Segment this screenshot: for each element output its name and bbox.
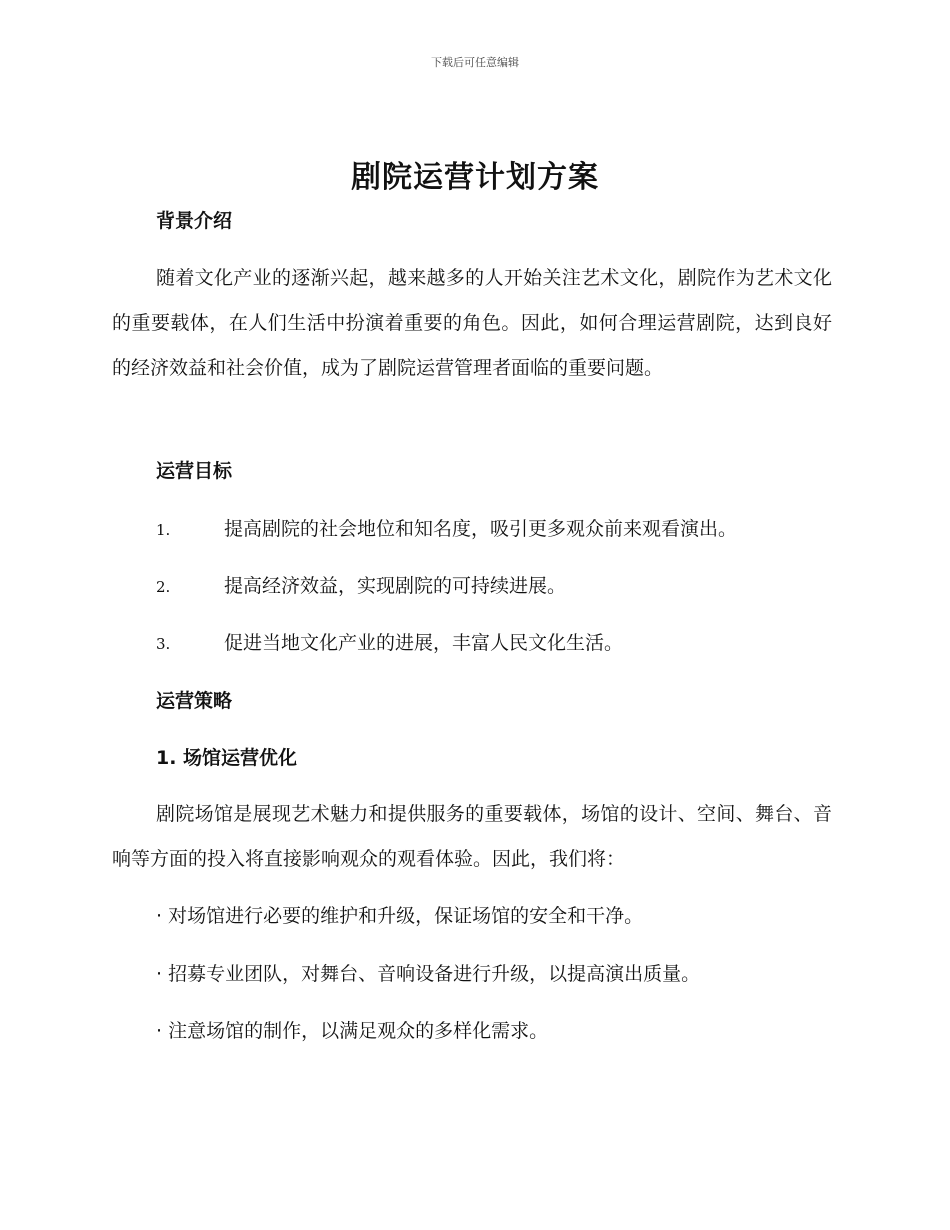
list-item-number: 3. — [156, 635, 171, 653]
list-item-number: 1. — [156, 521, 171, 539]
header-note: 下载后可任意编辑 — [431, 56, 519, 69]
background-paragraph: 随着文化产业的逐渐兴起，越来越多的人开始关注艺术文化，剧院作为艺术文化的重要载体，在人们生活中扮演着重要的角色。因此，如何合理运营剧院，达到良好的经济效益和社会价值，成为了剧院运营管理者面临的重要问题。 — [112, 267, 832, 379]
list-item — [156, 630, 623, 657]
list-item — [156, 516, 737, 543]
bullet-item: · 对场馆进行必要的维护和升级，保证场馆的安全和干净。 — [156, 905, 644, 927]
section-heading-strategy: 运营策略 — [156, 690, 233, 712]
document-title: 剧院运营计划方案 — [351, 160, 599, 195]
list-item-number: 2. — [156, 578, 171, 596]
list-item — [156, 573, 566, 600]
section-heading-background: 背景介绍 — [156, 210, 233, 232]
list-item-text: 提高经济效益，实现剧院的可持续进展。 — [224, 575, 567, 597]
list-item-text: 促进当地文化产业的进展，丰富人民文化生活。 — [224, 632, 624, 654]
sub-heading-venue-optimization: 1. 场馆运营优化 — [156, 747, 298, 769]
bullet-item: · 注意场馆的制作，以满足观众的多样化需求。 — [156, 1020, 549, 1042]
bullet-item: · 招募专业团队，对舞台、音响设备进行升级，以提高演出质量。 — [156, 963, 701, 985]
list-item-text: 提高剧院的社会地位和知名度，吸引更多观众前来观看演出。 — [224, 518, 738, 540]
strategy-paragraph: 剧院场馆是展现艺术魅力和提供服务的重要载体，场馆的设计、空间、舞台、音响等方面的投入将直接影响观众的观看体验。因此，我们将： — [112, 803, 832, 870]
section-heading-goals: 运营目标 — [156, 460, 233, 482]
